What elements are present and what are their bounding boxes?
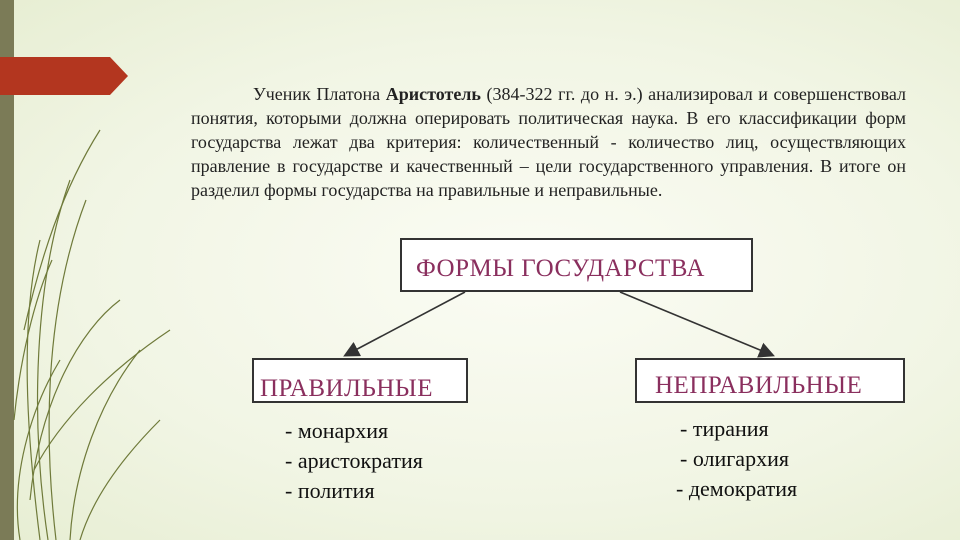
list-item: - демократия <box>676 476 798 501</box>
list-item: - олигархия <box>680 446 789 471</box>
list-item: - полития <box>285 478 375 503</box>
list-item: - тирания <box>680 416 769 441</box>
list-item: - аристократия <box>285 448 423 473</box>
arrow-to-right <box>620 292 772 355</box>
intro-paragraph <box>191 82 906 202</box>
incorrect-forms-list <box>676 414 798 504</box>
red-pointer-tab <box>0 57 128 95</box>
intro-prefix: Ученик Платона <box>253 84 386 104</box>
intro-name: Аристотель <box>385 84 481 104</box>
arrow-to-left <box>346 292 465 355</box>
root-box: ФОРМЫ ГОСУДАРСТВА <box>400 238 753 292</box>
correct-forms-box: ПРАВИЛЬНЫЕ <box>252 358 468 403</box>
list-item: - монархия <box>285 418 389 443</box>
incorrect-forms-box: НЕПРАВИЛЬНЫЕ <box>635 358 905 403</box>
correct-forms-list <box>285 416 423 506</box>
intro-rest: (384-322 гг. до н. э.) анализировал и совершенствовал понятия, которыми должна оперировать политическая наука. В его классификации форм государства лежат два критерия: количественный - количество лиц, осуществляющих правление в государстве и качественный – цели государственного управления. В итоге он разделил формы государства на правильные и неправильные. <box>191 84 906 200</box>
